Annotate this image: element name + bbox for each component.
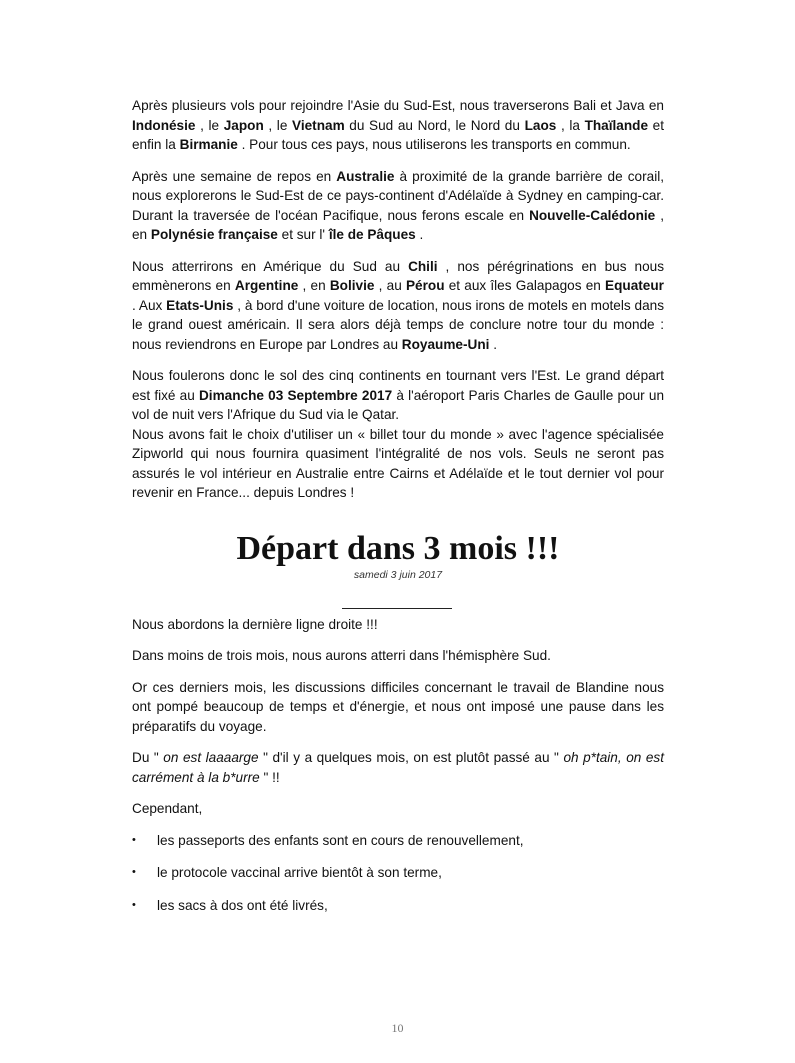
country-ile-de-paques: île de Pâques — [328, 227, 416, 242]
country-equateur: Equateur — [605, 278, 664, 293]
country-perou: Pérou — [405, 278, 445, 293]
quote-laaaarge: on est laaaarge — [163, 750, 259, 765]
country-thailande: Thaïlande — [584, 117, 649, 133]
paragraph-departure: Nous foulerons donc le sol des cinq continents en tournant vers l'Est. Le grand départ est fixé au Dimanche 03 Septembre 2017 à l'aéroport Paris Charles de Gaulle pour un vol de nuit vers l'Afrique du Sud via le Qatar. Nous avons fait le choix d'utiliser un « billet tour du monde » avec l'agence spécialisée Zipworld qui nous fournira quasiment l'intégralité de nos vols. Seuls ne seront pas assurés le vol intérieur en Australie entre Cairns et Adélaïde et le tout dernier vol pour revenir en France... depuis Londres ! — [132, 368, 665, 500]
country-japon: Japon — [223, 117, 264, 133]
separator-line — [342, 608, 452, 609]
paragraph-americas: Nous atterrirons en Amérique du Sud au Chili , nos pérégrinations en bus nous emmènerons en Argentine , en Bolivie , au Pérou et aux îles Galapagos en Equateur . Aux Etats-Unis , à bord d'une voiture de location, nous irons de motels en motels dans le grand ouest américain. Il sera alors déjà temps de conclure notre tour du monde : nous reviendrons en Europe par Londres au Royaume-Uni . — [132, 258, 664, 352]
paragraph-asia: Après plusieurs vols pour rejoindre l'Asie du Sud-Est, nous traverserons Bali et Java en Indonésie , le Japon , le Vietnam du Sud au Nord, le Nord du Laos , la Thaïlande et enfin la Birmanie . Pour tous ces pays, nous utiliserons les transports en commun. — [132, 98, 665, 152]
country-etats-unis: Etats-Unis — [166, 297, 234, 313]
post-date: samedi 3 juin 2017 — [353, 568, 443, 581]
body-paragraph-4: Du " on est laaaarge " d'il y a quelques mois, on est plutôt passé au " oh p*tain, on est carrément à la b*urre " !! — [132, 750, 664, 785]
country-vietnam: Vietnam — [292, 117, 345, 133]
country-birmanie: Birmanie — [179, 137, 238, 152]
body-paragraph-5: Cependant, — [132, 801, 203, 816]
bullet-icon: • — [132, 833, 136, 846]
country-nouvelle-caledonie: Nouvelle-Calédonie — [529, 207, 656, 223]
body-paragraph-3: Or ces derniers mois, les discussions difficiles concernant le travail de Blandine nous ont pompé beaucoup de temps et d'énergie, et nous ont imposé une pause dans les préparatifs du voyage. — [132, 679, 664, 734]
country-chili: Chili — [408, 258, 438, 274]
post-title: Départ dans 3 mois !!! — [236, 529, 560, 567]
country-royaume-uni: Royaume-Uni — [401, 336, 490, 352]
country-australie: Australie — [336, 168, 395, 184]
list-item: • le protocole vaccinal arrive bientôt à son terme, — [132, 863, 664, 883]
paragraph-oceania: Après une semaine de repos en Australie à proximité de la grande barrière de corail, nous explorerons le Sud-Est de ce pays-continent d'Adélaïde à Sydney en camping-car. Durant la traversée de l'océan Pacifique, nous ferons escale en Nouvelle-Calédonie , en Polynésie française et sur l' île de Pâques . — [132, 168, 665, 242]
body-paragraph-1: Nous abordons la dernière ligne droite !!! — [132, 616, 378, 632]
country-argentine: Argentine — [234, 278, 299, 293]
list-item: • les passeports des enfants sont en cours de renouvellement, — [132, 831, 664, 851]
bullet-icon: • — [132, 866, 136, 878]
document-page — [132, 96, 664, 928]
country-laos: Laos — [524, 117, 557, 133]
body-paragraph-2: Dans moins de trois mois, nous aurons atterri dans l'hémisphère Sud. — [132, 648, 551, 663]
page-number: 10 — [391, 1021, 404, 1035]
post-header — [132, 529, 664, 582]
country-polynesie: Polynésie française — [150, 227, 278, 242]
bullet-icon: • — [132, 898, 136, 911]
list-item: • les sacs à dos ont été livrés, — [132, 896, 664, 916]
country-bolivie: Bolivie — [329, 278, 375, 293]
departure-date: Dimanche 03 Septembre 2017 — [198, 387, 393, 403]
country-indonesie: Indonésie — [132, 117, 196, 133]
bullet-list — [132, 831, 664, 916]
quote-burre: oh p*tain, on est carrément à la b*urre — [132, 750, 664, 785]
